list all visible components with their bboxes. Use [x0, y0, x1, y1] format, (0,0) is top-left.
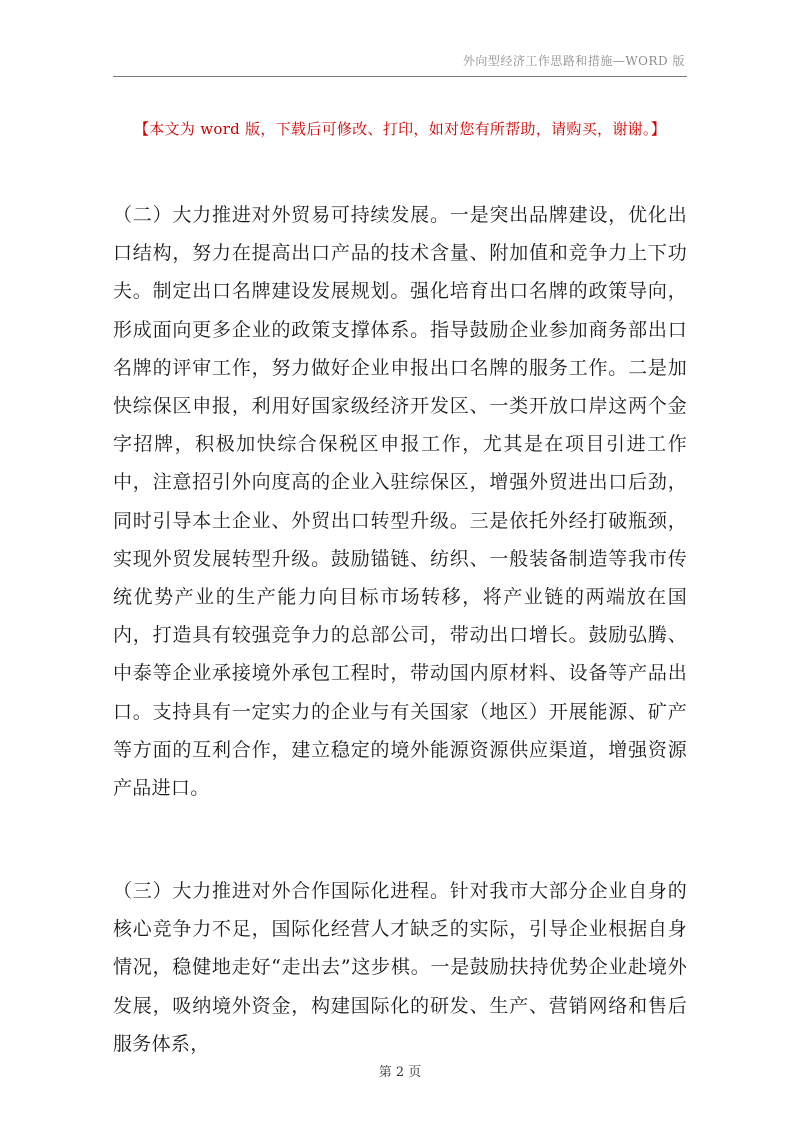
page-number: 第 2 页: [378, 1065, 422, 1080]
paragraph-foreign-trade: （二）大力推进对外贸易可持续发展。一是突出品牌建设，优化出口结构，努力在提高出口产品的技术含量、附加值和竞争力上下功夫。制定出口名牌建设发展规划。强化培育出口名牌的政策导向，形成面向更多企业的政策支撑体系。指导鼓励企业参加商务部出口名牌的评审工作，努力做好企业申报出口名牌的服务工作。二是加快综保区申报，利用好国家级经济开发区、一类开放口岸这两个金字招牌，积极加快综合保税区申报工作，尤其是在项目引进工作中，注意招引外向度高的企业入驻综保区，增强外贸进出口后劲，同时引导本土企业、外贸出口转型升级。三是依托外经打破瓶颈，实现外贸发展转型升级。鼓励锚链、纺织、一般装备制造等我市传统优势产业的生产能力向目标市场转移，将产业链的两端放在国内，打造具有较强竞争力的总部公司，带动出口增长。鼓励弘腾、中泰等企业承接境外承包工程时，带动国内原材料、设备等产品出口。支持具有一定实力的企业与有关国家（地区）开展能源、矿产等方面的互利合作，建立稳定的境外能源资源供应渠道，增强资源产品进口。: [113, 204, 687, 800]
paragraph-international-cooperation: （三）大力推进对外合作国际化进程。针对我市大部分企业自身的核心竞争力不足，国际化经营人才缺乏的实际，引导企业根据自身情况，稳健地走好“走出去”这步棋。一是鼓励扶持优势企业赴境外发展，吸纳境外资金，构建国际化的研发、生产、营销网络和售后服务体系，: [113, 880, 687, 1055]
header-divider: [113, 76, 687, 77]
download-notice: 【本文为 word 版，下载后可修改、打印，如对您有所帮助，请购买，谢谢。】: [133, 120, 667, 138]
header-title: 外向型经济工作思路和措施—WORD 版: [462, 54, 685, 68]
